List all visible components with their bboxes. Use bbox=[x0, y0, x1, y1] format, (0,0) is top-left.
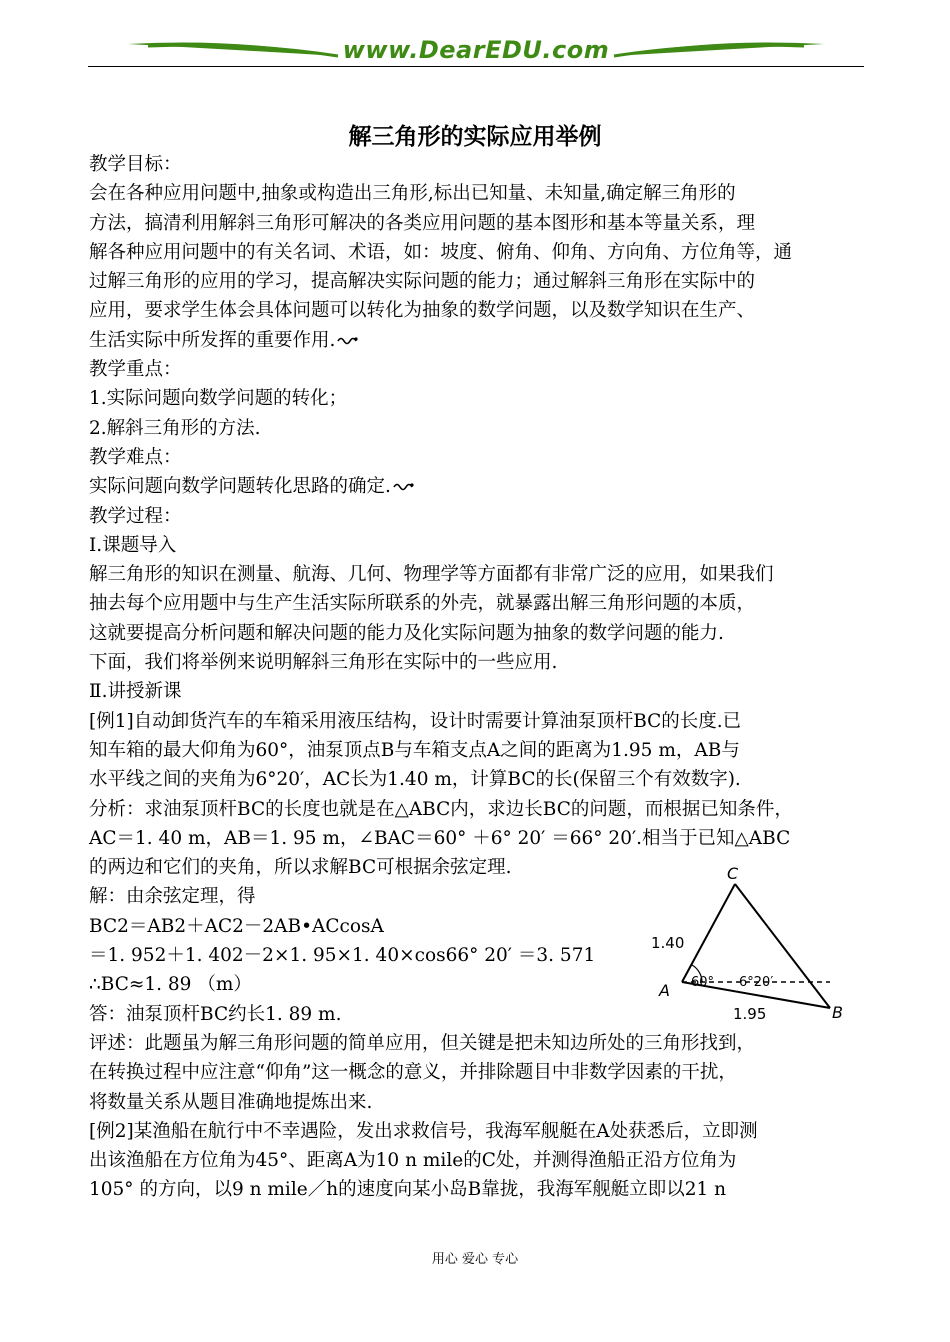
page-footer: 用心 爱心 专心 bbox=[431, 1252, 519, 1267]
text-line: AC＝1. 40 m，AB＝1. 95 m，∠BAC＝60° ＋6° 20′ ＝66° 20′.相当于已知△ABC bbox=[89, 827, 791, 849]
side-label-ac: 1.40 bbox=[651, 934, 685, 952]
text-line: 2.解斜三角形的方法. bbox=[89, 417, 261, 439]
text-line-content: 实际问题向数学问题转化思路的确定. bbox=[89, 476, 391, 498]
text-line: [例2]某渔船在航行中不幸遇险，发出求救信号，我海军舰艇在A处获悉后，立即测 bbox=[89, 1120, 758, 1142]
angle-label-b: 6°20′ bbox=[739, 975, 774, 990]
vertex-label-c: C bbox=[727, 864, 739, 883]
text-line: 解三角形的知识在测量、航海、几何、物理学等方面都有非常广泛的应用，如果我们 bbox=[89, 564, 774, 586]
text-line: BC2＝AB2＋AC2－2AB•ACcosA bbox=[89, 915, 384, 937]
text-line: 的两边和它们的夹角，所以求解BC可根据余弦定理. bbox=[89, 857, 512, 879]
text-line: 解各种应用问题中的有关名词、术语，如：坡度、俯角、仰角、方向角、方位角等，通 bbox=[89, 241, 793, 263]
side-label-ab: 1.95 bbox=[733, 1005, 767, 1023]
text-line: 1.实际问题向数学问题的转化； bbox=[89, 388, 348, 410]
text-line: 分析：求油泵顶杆BC的长度也就是在△ABC内，求边长BC的问题，而根据已知条件， bbox=[89, 798, 793, 820]
text-line: 解：由余弦定理，得 bbox=[89, 886, 256, 908]
vertex-label-a: A bbox=[659, 981, 670, 1000]
text-line: Ⅱ.讲授新课 bbox=[89, 681, 182, 703]
triangle-figure bbox=[645, 862, 860, 1027]
text-line: 出该渔船在方位角为45°、距离A为10 n mile的C处，并测得渔船正沿方位角为 bbox=[89, 1150, 737, 1172]
angle-label-a: 60° bbox=[691, 975, 715, 990]
vertex-label-b: B bbox=[832, 1003, 843, 1022]
text-line: 这就要提高分析问题和解决问题的能力及化实际问题为抽象的数学问题的能力. bbox=[89, 622, 724, 644]
text-line: 在转换过程中应注意“仰角”这一概念的意义，并排除题目中非数学因素的干扰， bbox=[89, 1062, 737, 1084]
text-line: 应用，要求学生体会具体问题可以转化为抽象的数学问题，以及数学知识在生产、 bbox=[89, 300, 756, 322]
text-line: 下面，我们将举例来说明解斜三角形在实际中的一些应用. bbox=[89, 652, 558, 674]
text-line: 过解三角形的应用的学习，提高解决实际问题的能力；通过解斜三角形在实际中的 bbox=[89, 271, 756, 293]
text-line bbox=[89, 472, 879, 501]
text-line bbox=[89, 326, 879, 355]
squiggle-icon bbox=[393, 481, 415, 493]
text-line: 教学目标： bbox=[89, 154, 182, 175]
text-line: 教学重点： bbox=[89, 359, 182, 381]
text-line: 抽去每个应用题中与生产生活实际所联系的外壳，就暴露出解三角形问题的本质， bbox=[89, 593, 756, 615]
site-logo-text: www.DearEDU.com bbox=[342, 36, 610, 64]
text-line: ＝1. 952＋1. 402－2×1. 95×1. 40×cos66° 20′ ＝3. 571 bbox=[89, 945, 596, 967]
page-title: 解三角形的实际应用举例 bbox=[348, 124, 602, 150]
header-rule bbox=[88, 66, 864, 67]
text-line: 方法，搞清利用解斜三角形可解决的各类应用问题的基本图形和基本等量关系，理 bbox=[89, 212, 756, 234]
text-line: 教学过程： bbox=[89, 505, 182, 527]
text-line: 评述：此题虽为解三角形问题的简单应用，但关键是把未知边所处的三角形找到， bbox=[89, 1032, 756, 1054]
text-line: 105° 的方向，以9 n mile／h的速度向某小岛B靠拢，我海军舰艇立即以21 n bbox=[89, 1179, 727, 1201]
document-body bbox=[89, 150, 879, 1205]
text-line: 教学难点： bbox=[89, 446, 182, 468]
site-header-banner bbox=[88, 34, 864, 70]
squiggle-icon bbox=[337, 335, 359, 347]
text-line: 水平线之间的夹角为6°20′，AC长为1.40 m，计算BC的长(保留三个有效数字). bbox=[89, 769, 741, 791]
text-line-content: 生活实际中所发挥的重要作用. bbox=[89, 329, 336, 351]
text-line: 知车箱的最大仰角为60°，油泵顶点B与车箱支点A之间的距离为1.95 m，AB与 bbox=[89, 739, 740, 761]
text-line: [例1]自动卸货汽车的车箱采用液压结构，设计时需要计算油泵顶杆BC的长度.已 bbox=[89, 710, 742, 732]
text-line: 答：油泵顶杆BC约长1. 89 m. bbox=[89, 1003, 342, 1025]
text-line: Ⅰ.课题导入 bbox=[89, 534, 177, 556]
text-line: 将数量关系从题目准确地提炼出来. bbox=[89, 1091, 373, 1113]
text-line: 会在各种应用问题中,抽象或构造出三角形,标出已知量、未知量,确定解三角形的 bbox=[89, 183, 736, 205]
text-line: ∴BC≈1. 89 （m） bbox=[89, 974, 252, 996]
triangle-diagram bbox=[645, 862, 860, 1027]
